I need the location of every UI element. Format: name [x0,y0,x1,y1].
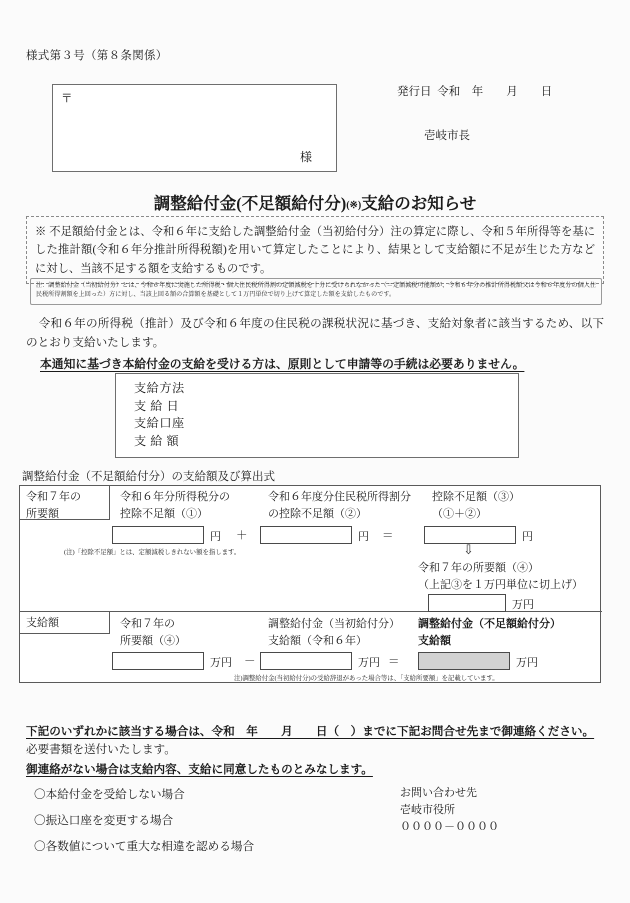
footnote-box: 注：調整給付金（当初給付分）とは、令和６年度に実施した所得税・個人住民税所得割の定額減税を十分に受けられなかった（＝定額減税可能額が、令和６年分の推計所得税額又は令和６年度分の個人住民税所得割額を上回った）方に対し、当該上回る額の合算額を基礎として１万円単位で切り上げて算定した額を支給したものです。 [30,278,602,305]
row2-col1-label-line2: 所要額（④） [120,635,186,647]
row2-unit-3: 万円 [516,657,538,669]
body-paragraph-2: 本通知に基づき本給付金の支給を受ける方は、原則として申請等の手続は必要ありません。 [40,357,525,371]
row1-unit-3: 円 [522,531,533,543]
calculation-table [19,485,601,683]
row2-header-label: 支給額 [26,617,59,629]
row1-note: (注)「控除不足額」とは、定額減税しきれない額を指します。 [64,549,241,556]
contact-label: お問い合わせ先 [400,787,477,799]
operator-plus: ＋ [236,530,248,542]
title-kome-marker: (※) [346,200,362,211]
row1-col1-label-line1: 令和６年分所得税分の [120,491,230,503]
deduction-shortfall-1-input[interactable] [112,526,204,544]
shortfall-payment-result[interactable] [418,652,510,670]
contact-office: 壱岐市役所 [400,804,455,816]
operator-equals-2: ＝ [388,656,400,668]
title-main-after: 支給のお知らせ [361,194,477,213]
required-amount-input[interactable] [112,652,204,670]
row2-header-cell [20,612,110,634]
row1-header-line1: 令和７年の [26,491,81,503]
row1-col3-label-line1: 控除不足額（③） [432,491,520,503]
payment-amount-label: 支 給 額 [134,434,180,449]
row2-col1-label-line1: 令和７年の [120,618,175,630]
row1-result-label-line2: （上記③を１万円単位に切上げ） [418,579,583,591]
option-item-3: 〇各数値について重大な相違を認める場合 [34,840,255,853]
issuer-name: 壱岐市長 [424,130,470,142]
row1-col3-label-line2: （①＋②） [432,508,487,520]
body-paragraph-1: 令和６年の所得税（推計）及び令和６年度の住民税の課税状況に基づき、支給対象者に該当するため、以下のとおり支給いたします。 [26,317,604,350]
payment-date-label: 支 給 日 [134,398,180,413]
page-title [0,190,630,214]
addressee-honorific: 様 [299,150,312,164]
row1-unit-1: 円 [210,531,221,543]
row2-note: 注)調整給付金(当初給付分)の受給辞退があった場合等は、「支給所要額」を記載しています。 [234,675,499,682]
row2-col2-label-line2: 支給額（令和６年） [268,635,367,647]
required-amount-4-input[interactable] [428,594,506,612]
row1-result-label-line1: 令和７年の所要額（④） [418,562,539,574]
form-number: 様式第３号（第８条関係） [26,50,168,62]
contact-instruction-line: 下記のいずれかに該当する場合は、令和 年 月 日（ ）までに下記お問合せ先まで御連絡ください。 [26,725,595,738]
row2-col3-label-line1: 調整給付金（不足額給付分） [418,618,561,630]
row2-unit-1: 万円 [210,657,232,669]
calculation-heading: 調整給付金（不足額給付分）の支給額及び算出式 [22,471,275,483]
notice-box: ※ 不足額給付金とは、令和６年に支給した調整給付金（当初給付分）注の算定に際し、令和５年所得等を基にした推計額(令和６年分推計所得税額)を用いて算定したことにより、結果として支給額に不足が生じた方などに対し、当該不足する額を支給するものです。 [26,216,604,284]
row1-header-cell [20,486,110,520]
row2-col3-label-line2: 支給額 [418,635,451,647]
row2-col2-label-line1: 調整給付金（当初給付分） [268,618,400,630]
title-main-before: 調整給付金(不足額給付分) [153,194,347,213]
option-item-2: 〇振込口座を変更する場合 [34,814,174,827]
issue-date-line: 発行日 令和 年 月 日 [397,86,553,98]
row1-unit-2: 円 [358,531,369,543]
consent-notice-line: 御連絡がない場合は支給内容、支給に同意したものとみなします。 [26,763,373,776]
payment-account-label: 支給口座 [134,416,185,431]
operator-equals-1: ＝ [382,530,394,542]
contact-phone: ００００－００００ [400,821,499,833]
initial-payment-input[interactable] [260,652,352,670]
arrow-down-icon: ⇩ [463,542,474,557]
deduction-shortfall-2-input[interactable] [260,526,352,544]
row1-col2-label-line2: の控除不足額（②） [268,508,367,520]
option-item-1: 〇本給付金を受給しない場合 [34,788,185,801]
row1-result-unit: 万円 [512,599,534,611]
operator-minus: － [244,656,256,668]
payment-summary-box [115,373,519,458]
addressee-box [52,84,337,172]
row1-col2-label-line1: 令和６年度分住民税所得割分 [268,491,411,503]
payment-method-label: 支給方法 [134,381,185,395]
row1-header-line2: 所要額 [26,507,59,520]
row2-unit-2: 万円 [358,657,380,669]
row1-col1-label-line2: 控除不足額（①） [120,508,208,520]
documents-notice-line: 必要書類を送付いたします。 [26,743,176,756]
postal-mark-icon: 〒 [61,93,73,105]
